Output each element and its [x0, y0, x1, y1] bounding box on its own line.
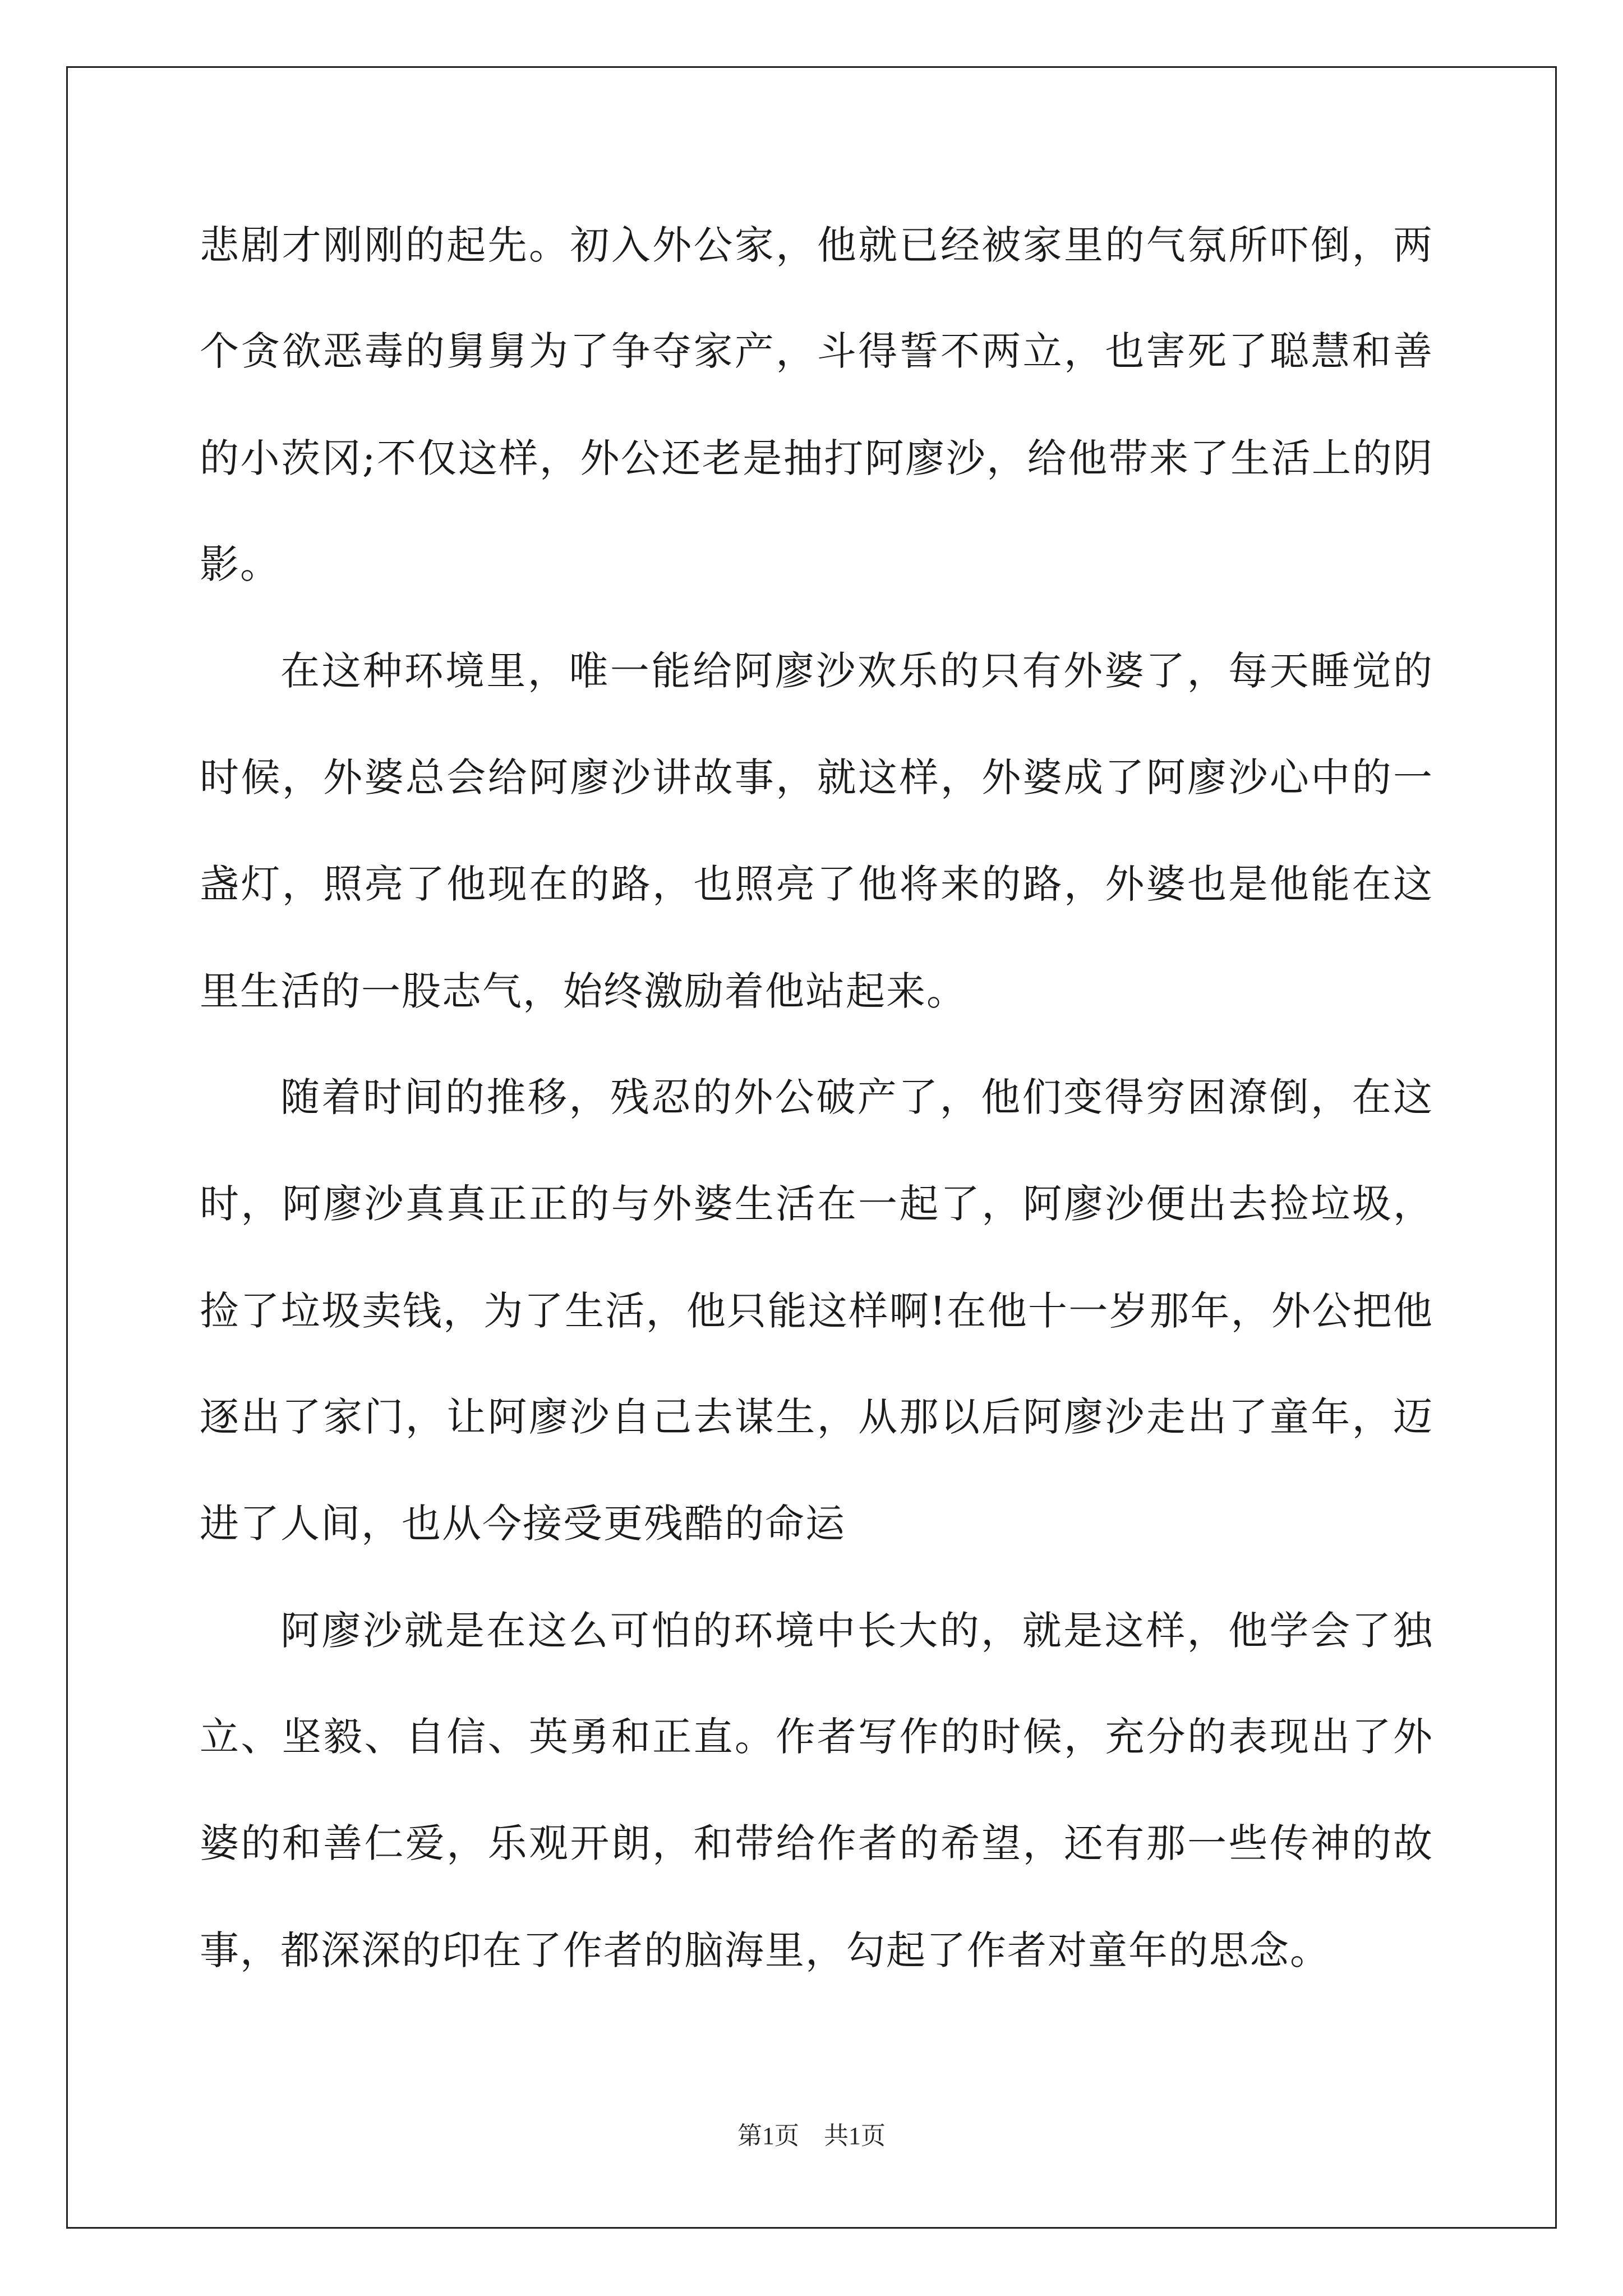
text-line: 个贪欲恶毒的舅舅为了争夺家产，斗得誓不两立，也害死了聪慧和善	[200, 328, 1433, 374]
text-line: 时候，外婆总会给阿廖沙讲故事，就这样，外婆成了阿廖沙心中的一	[200, 754, 1433, 800]
text-line: 在这种环境里，唯一能给阿廖沙欢乐的只有外婆了，每天睡觉的	[280, 648, 1433, 694]
text-line: 婆的和善仁爱，乐观开朗，和带给作者的希望，还有那一些传神的故	[200, 1820, 1433, 1866]
text-line: 悲剧才刚刚的起先。初入外公家，他就已经被家里的气氛所吓倒，两	[200, 222, 1433, 268]
text-line: 阿廖沙就是在这么可怕的环境中长大的，就是这样，他学会了独	[280, 1608, 1433, 1654]
text-line: 盏灯，照亮了他现在的路，也照亮了他将来的路，外婆也是他能在这	[200, 861, 1433, 907]
text-line: 的小茨冈;不仅这样，外公还老是抽打阿廖沙，给他带来了生活上的阴	[200, 435, 1433, 481]
text-line: 进了人间，也从今接受更残酷的命运	[200, 1501, 846, 1547]
text-line: 里生活的一股志气，始终激励着他站起来。	[200, 968, 967, 1014]
text-line: 时，阿廖沙真真正正的与外婆生活在一起了，阿廖沙便出去捡垃圾，	[200, 1181, 1433, 1227]
text-line: 逐出了家门，让阿廖沙自己去谋生，从那以后阿廖沙走出了童年，迈	[200, 1394, 1433, 1440]
text-line: 影。	[200, 541, 280, 587]
page-border	[66, 66, 1557, 2229]
page-footer: 第1页 共1页	[737, 2122, 886, 2150]
text-line: 事，都深深的印在了作者的脑海里，勾起了作者对童年的思念。	[200, 1927, 1330, 1973]
text-line: 立、坚毅、自信、英勇和正直。作者写作的时候，充分的表现出了外	[200, 1714, 1433, 1760]
text-line: 捡了垃圾卖钱，为了生活，他只能这样啊!在他十一岁那年，外公把他	[200, 1288, 1433, 1334]
text-line: 随着时间的推移，残忍的外公破产了，他们变得穷困潦倒，在这	[280, 1074, 1433, 1120]
